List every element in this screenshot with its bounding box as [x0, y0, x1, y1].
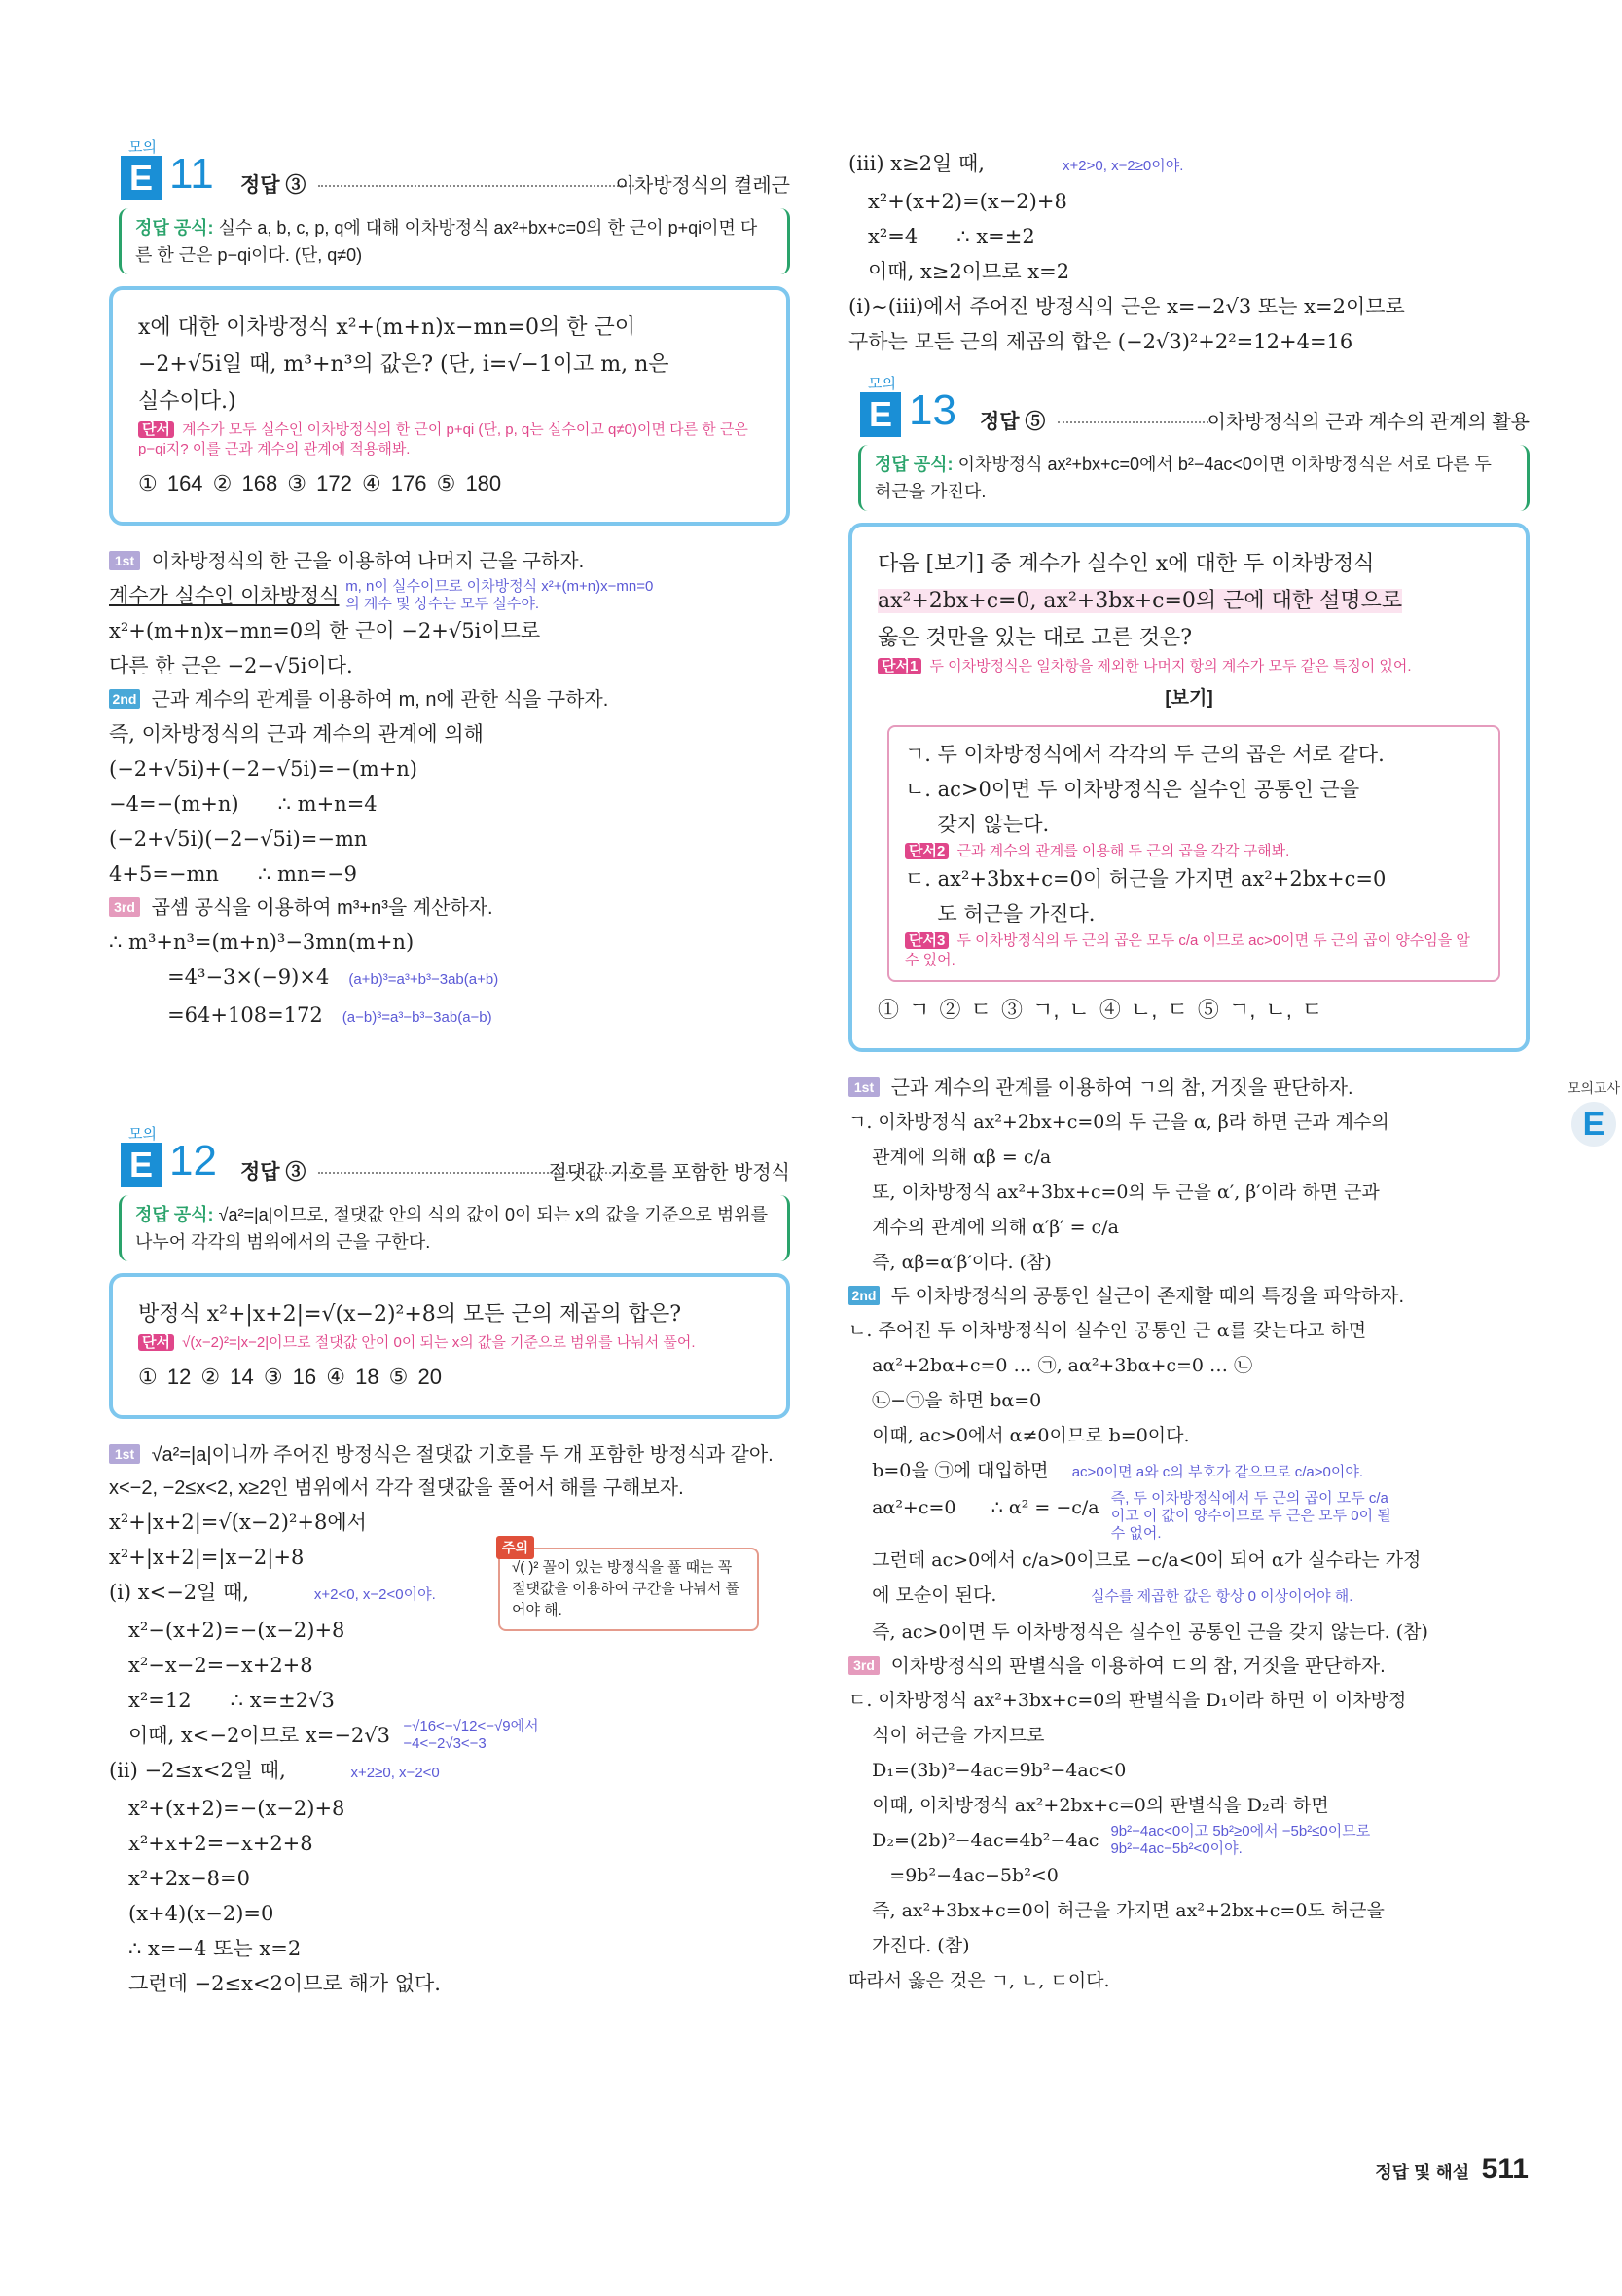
solution-line: D₁=(3b)²−4ac=9b²−4ac<0 [848, 1760, 1127, 1781]
answer-label: 정답 ⑤ [980, 411, 1046, 433]
solution-text: D₂=(2b)²−4ac=4b²−4ac [848, 1830, 1099, 1851]
solution-text: (i) x<−2일 때, [109, 1581, 250, 1604]
solution-line: 4+5=−mn ∴ mn=−9 [109, 862, 358, 886]
bogi-item: ㄱ. 두 이차방정식에서 각각의 두 근의 곱은 서로 같다. [905, 743, 1385, 766]
solution-line: 이때, 이차방정식 ax²+2bx+c=0의 판별식을 D₂라 하면 [848, 1795, 1329, 1816]
hint-text: 두 이차방정식의 두 근의 곱은 모두 c/a 이므로 ac>0이면 두 근의 곱이 양수임을 알 수 있어. [905, 932, 1470, 968]
step-text: 근과 계수의 관계를 이용하여 ㄱ의 참, 거짓을 판단하자. [890, 1077, 1353, 1099]
step-text: √a²=|a|이니까 주어진 방정식은 절댓값 기호를 두 개 포함한 방정식과 같아. x<−2, −2≤x<2, x≥2인 범위에서 각각 절댓값을 풀어서 해를 구해보자. [109, 1444, 774, 1499]
solution-line: 이때, ac>0에서 α≠0이므로 b=0이다. [848, 1425, 1190, 1446]
solution-text: aα²+c=0 ∴ α² = −c/a [848, 1497, 1099, 1518]
bogi-item: ㄴ. ac>0이면 두 이차방정식은 실수인 공통인 근을 [905, 778, 1360, 801]
hint [905, 931, 1483, 970]
step-badge: 3rd [848, 1656, 880, 1675]
solution-line: 식이 허근을 가지므로 [848, 1725, 1045, 1746]
side-note: −√16<−√12<−√9에서 −4<−2√3<−3 [403, 1718, 539, 1752]
answer-choices: ① 12 ② 14 ③ 16 ④ 18 ⑤ 20 [138, 1365, 442, 1389]
side-note: x+2<0, x−2<0이야. [313, 1586, 436, 1603]
step-badge: 2nd [848, 1286, 880, 1305]
solution-line [848, 146, 1530, 184]
solution-line: x²+(x+2)=(x−2)+8 [848, 190, 1067, 213]
step-badge: 1st [109, 551, 140, 570]
page-footer [1375, 2153, 1529, 2186]
hint-tag: 단서 [138, 1334, 174, 1351]
hint-text: 계수가 모두 실수인 이차방정식의 한 근이 p+qi (단, p, q는 실수이고 q≠0)이면 다른 한 근은 p−qi지? 이를 근과 계수의 관계에 적용해봐. [138, 421, 748, 457]
step-text: 이차방정식의 판별식을 이용하여 ㄷ의 참, 거짓을 판단하자. [890, 1656, 1386, 1677]
formula-text: 실수 a, b, c, p, q에 대해 이차방정식 ax²+bx+c=0의 한 근이 p+qi이면 다른 한 근은 p−qi이다. (단, q≠0) [135, 218, 758, 265]
solution-text: (iii) x≥2일 때, [848, 152, 985, 175]
moi-label: 모의 [128, 139, 157, 156]
formula-box [858, 445, 1530, 511]
question-box [848, 523, 1530, 1052]
problem-topic: 이차방정식의 근과 계수의 관계의 활용 [1207, 412, 1530, 433]
question-line: x에 대한 이차방정식 x²+(m+n)x−mn=0의 한 근이 [138, 315, 635, 340]
formula-label: 정답 공식: [135, 218, 214, 237]
caution-text: √( )² 꼴이 있는 방정식을 풀 때는 꼭 절댓값을 이용하여 구간을 나눠서 풀어야 해. [512, 1559, 740, 1619]
side-note: x+2>0, x−2≥0이야. [1063, 158, 1184, 174]
solution-line: (−2+√5i)(−2−√5i)=−mn [109, 827, 368, 851]
hint-text: 두 이차방정식은 일차항을 제외한 나머지 항의 계수가 모두 같은 특징이 있어. [929, 658, 1412, 674]
e-box: E [121, 156, 162, 200]
bogi-item: ㄷ. ax²+3bx+c=0이 허근을 가지면 ax²+2bx+c=0 [905, 867, 1387, 891]
step-2 [848, 1280, 1530, 1313]
solution-line [109, 1718, 790, 1753]
solution-line [109, 578, 790, 613]
hint-tag: 단서 [138, 421, 174, 438]
page-number: 511 [1481, 2153, 1529, 2185]
step-3 [109, 892, 790, 925]
question-line: −2+√5i일 때, m³+n³의 값은? (단, i=√−1이고 m, n은 [138, 352, 669, 377]
dot-leader [1058, 406, 1208, 423]
e-box: E [860, 392, 901, 437]
side-note: 실수를 제곱한 값은 항상 0 이상이어야 해. [1091, 1588, 1353, 1605]
caution-tag: 주의 [496, 1536, 534, 1559]
footer-label: 정답 및 해설 [1375, 2163, 1470, 2182]
solution-line: 또, 이차방정식 ax²+3bx+c=0의 두 근을 α′, β′이라 하면 근과 [848, 1182, 1380, 1203]
solution-line: (i)∼(iii)에서 주어진 방정식의 근은 x=−2√3 또는 x=2이므로 [848, 295, 1405, 318]
solution-line: 관계에 의해 αβ = c/a [848, 1147, 1052, 1168]
formula-label: 정답 공식: [135, 1205, 214, 1224]
solution-line: x²+(x+2)=−(x−2)+8 [109, 1797, 345, 1820]
step-badge: 3rd [109, 897, 140, 917]
problem-12-header [109, 1123, 790, 1191]
bogi-box [887, 725, 1500, 982]
e-box: E [121, 1143, 162, 1187]
formula-label: 정답 공식: [875, 455, 954, 474]
question-line: 옳은 것만을 있는 대로 고른 것은? [878, 626, 1193, 650]
solution-line: 가진다. (참) [848, 1935, 970, 1956]
solution-line: ㉡−㉠을 하면 bα=0 [848, 1390, 1042, 1411]
solution-line: x²+(m+n)x−mn=0의 한 근이 −2+√5i이므로 [109, 619, 541, 642]
solution-line: (−2+√5i)+(−2−√5i)=−(m+n) [109, 757, 417, 781]
solution-line: x²+2x−8=0 [109, 1867, 251, 1890]
problem-number: 11 [169, 150, 214, 198]
solution-text: =4³−3×(−9)×4 [109, 966, 330, 989]
formula-box [119, 1195, 790, 1261]
solution-line: 계수의 관계에 의해 α′β′ = c/a [848, 1217, 1119, 1238]
solution-line: ㄴ. 주어진 두 이차방정식이 실수인 공통인 근 α를 갖는다고 하면 [848, 1320, 1367, 1341]
step-1 [109, 545, 790, 578]
bogi-item: 갖지 않는다. [905, 813, 1050, 836]
right-column [848, 146, 1530, 1998]
solution-text: 에 모순이 된다. [848, 1585, 997, 1606]
left-column [109, 136, 790, 2001]
solution-line: x²−(x+2)=−(x−2)+8 [109, 1619, 345, 1642]
problem-topic: 이차방정식의 켤레근 [615, 175, 790, 197]
p12-solution [109, 1439, 790, 2001]
solution-line [848, 1453, 1530, 1490]
underlined-text: 계수가 실수인 이차방정식 [109, 584, 340, 607]
solution-line [848, 1490, 1530, 1543]
side-note: 즉, 두 이차방정식에서 두 근의 곱이 모두 c/a이고 이 값이 양수이므로 두 근은 모두 0이 될 수 없어. [1110, 1490, 1391, 1542]
solution-line: ㄱ. 이차방정식 ax²+2bx+c=0의 두 근을 α, β라 하면 근과 계수의 [848, 1112, 1389, 1133]
solution-line: (x+4)(x−2)=0 [109, 1902, 274, 1925]
question-line [878, 583, 1500, 620]
caution-box [498, 1540, 759, 1631]
problem-number: 13 [909, 386, 956, 434]
step-text: 두 이차방정식의 공통인 실근이 존재할 때의 특징을 파악하자. [890, 1286, 1405, 1307]
hint [138, 420, 761, 459]
step-badge: 1st [848, 1077, 880, 1097]
answer-label: 정답 ③ [240, 174, 306, 197]
solution-line: 그런데 −2≤x<2이므로 해가 없다. [109, 1972, 441, 1995]
solution-line: x²+x+2=−x+2+8 [109, 1832, 313, 1855]
chapter-tab-letter: E [1571, 1102, 1616, 1147]
step-badge: 2nd [109, 689, 140, 709]
step-text: 근과 계수의 관계를 이용하여 m, n에 관한 식을 구하자. [151, 689, 609, 711]
solution-line: 그런데 ac>0에서 c/a>0이므로 −c/a<0이 되어 α가 실수라는 가정 [848, 1549, 1422, 1571]
spacer [109, 1036, 790, 1123]
question-box [109, 286, 790, 526]
moi-label: 모의 [868, 376, 896, 392]
solution-line: ∴ x=−4 또는 x=2 [109, 1937, 302, 1960]
solution-line: ㄷ. 이차방정식 ax²+3bx+c=0의 판별식을 D₁이라 하면 이 이차방정 [848, 1690, 1407, 1711]
solution-text: 이때, x<−2이므로 x=−2√3 [109, 1724, 391, 1747]
hint [138, 1333, 761, 1353]
formula-text: √a²=|a|이므로, 절댓값 안의 식의 값이 0이 되는 x의 값을 기준으로 범위를 나누어 각각의 범위에서의 근을 구한다. [135, 1205, 769, 1252]
solution-line: 즉, αβ=α′β′이다. (참) [848, 1252, 1052, 1273]
question-box [109, 1273, 790, 1419]
problem-11-header [109, 136, 790, 204]
side-note: m, n이 실수이므로 이차방정식 x²+(m+n)x−mn=0의 계수 및 상수는 모두 실수야. [345, 578, 654, 612]
solution-line [109, 1753, 790, 1791]
solution-line: 구하는 모든 근의 제곱의 합은 (−2√3)²+2²=12+4=16 [848, 330, 1353, 353]
answer-choices: ① ㄱ ② ㄷ ③ ㄱ, ㄴ ④ ㄴ, ㄷ ⑤ ㄱ, ㄴ, ㄷ [878, 998, 1323, 1022]
solution-line: 즉, 이차방정식의 근과 계수의 관계에 의해 [109, 722, 484, 746]
solution-line: 즉, ax²+3bx+c=0이 허근을 가지면 ax²+2bx+c=0도 허근을 [848, 1900, 1385, 1921]
step-1 [109, 1439, 790, 1505]
hint [878, 657, 1500, 676]
solution-line: =9b²−4ac−5b²<0 [848, 1865, 1059, 1886]
solution-line: x²=12 ∴ x=±2√3 [109, 1689, 335, 1712]
solution-line: ∴ m³+n³=(m+n)³−3mn(m+n) [109, 930, 415, 954]
solution-text: =64+108=172 [109, 1003, 323, 1027]
spacer [848, 359, 1530, 373]
side-note: 9b²−4ac<0이고 5b²≥0에서 −5b²≤0이므로 9b²−4ac−5b²<0이야. [1110, 1823, 1371, 1857]
formula-text: 이차방정식 ax²+bx+c=0에서 b²−4ac<0이면 이차방정식은 서로 다른 두 허근을 가진다. [875, 455, 1492, 501]
step-1 [848, 1072, 1530, 1105]
side-note: ac>0이면 a와 c의 부호가 같으므로 c/a>0이야. [1071, 1464, 1363, 1480]
chapter-tab-label: 모의고사 [1567, 1080, 1621, 1096]
formula-box [119, 208, 790, 274]
solution-line: 이때, x≥2이므로 x=2 [848, 260, 1070, 283]
chapter-tab [1566, 1078, 1622, 1150]
answer-label: 정답 ③ [240, 1161, 306, 1184]
answer-choices: ① 164 ② 168 ③ 172 ④ 176 ⑤ 180 [138, 471, 502, 495]
solution-line [848, 1578, 1530, 1615]
moi-label: 모의 [128, 1126, 157, 1143]
hint-tag: 단서2 [905, 843, 949, 859]
hint [905, 842, 1483, 861]
highlighted-text: ax²+2bx+c=0, ax²+3bx+c=0의 근에 대한 설명으로 [878, 589, 1403, 613]
side-note: (a−b)³=a³−b³−3ab(a−b) [342, 1009, 492, 1026]
solution-line [109, 998, 790, 1036]
side-note: x+2≥0, x−2<0 [350, 1765, 440, 1781]
bogi-title: [보기] [1165, 688, 1213, 709]
solution-line: x²+|x+2|=√(x−2)²+8에서 [109, 1511, 367, 1534]
step-text: 이차방정식의 한 근을 이용하여 나머지 근을 구하자. [151, 551, 585, 572]
side-note: (a+b)³=a³+b³−3ab(a+b) [348, 971, 499, 988]
solution-line [109, 960, 790, 998]
solution-line: x²−x−2=−x+2+8 [109, 1654, 313, 1677]
question-line: 실수이다.) [138, 389, 236, 414]
solution-line: 다른 한 근은 −2−√5i이다. [109, 654, 353, 677]
solution-text: b=0을 ㉠에 대입하면 [848, 1460, 1049, 1481]
solution-text: (ii) −2≤x<2일 때, [109, 1759, 286, 1782]
solution-line: x²+|x+2|=|x−2|+8 [109, 1546, 305, 1569]
bogi-item: 도 허근을 가진다. [905, 902, 1096, 926]
question-line: 다음 [보기] 중 계수가 실수인 x에 대한 두 이차방정식 [878, 552, 1375, 576]
step-3 [848, 1650, 1530, 1683]
step-text: 곱셈 공식을 이용하여 m³+n³을 계산하자. [151, 897, 493, 919]
solution-line: x²=4 ∴ x=±2 [848, 225, 1035, 248]
problem-number: 12 [169, 1137, 217, 1184]
step-badge: 1st [109, 1444, 140, 1464]
solution-line: −4=−(m+n) ∴ m+n=4 [109, 792, 378, 816]
hint-text: 근과 계수의 관계를 이용해 두 근의 곱을 각각 구해봐. [956, 843, 1290, 859]
solution-line [848, 1823, 1530, 1858]
solution-line: aα²+2bα+c=0 … ㉠, aα²+3bα+c=0 … ㉡ [848, 1355, 1253, 1376]
hint-tag: 단서3 [905, 932, 949, 949]
solution-line: 즉, ac>0이면 두 이차방정식은 실수인 공통인 근을 갖지 않는다. (참) [848, 1622, 1428, 1643]
hint-tag: 단서1 [878, 658, 921, 674]
solution-line: 따라서 옳은 것은 ㄱ, ㄴ, ㄷ이다. [848, 1970, 1110, 1991]
hint-text: √(x−2)²=|x−2|이므로 절댓값 안이 0이 되는 x의 값을 기준으로 범위를 나눠서 풀어. [182, 1334, 696, 1351]
problem-topic: 절댓값 기호를 포함한 방정식 [548, 1162, 790, 1184]
dot-leader [318, 169, 634, 187]
question-line: 방정식 x²+|x+2|=√(x−2)²+8의 모든 근의 제곱의 합은? [138, 1302, 682, 1327]
step-2 [109, 683, 790, 716]
problem-13-header [848, 373, 1530, 441]
